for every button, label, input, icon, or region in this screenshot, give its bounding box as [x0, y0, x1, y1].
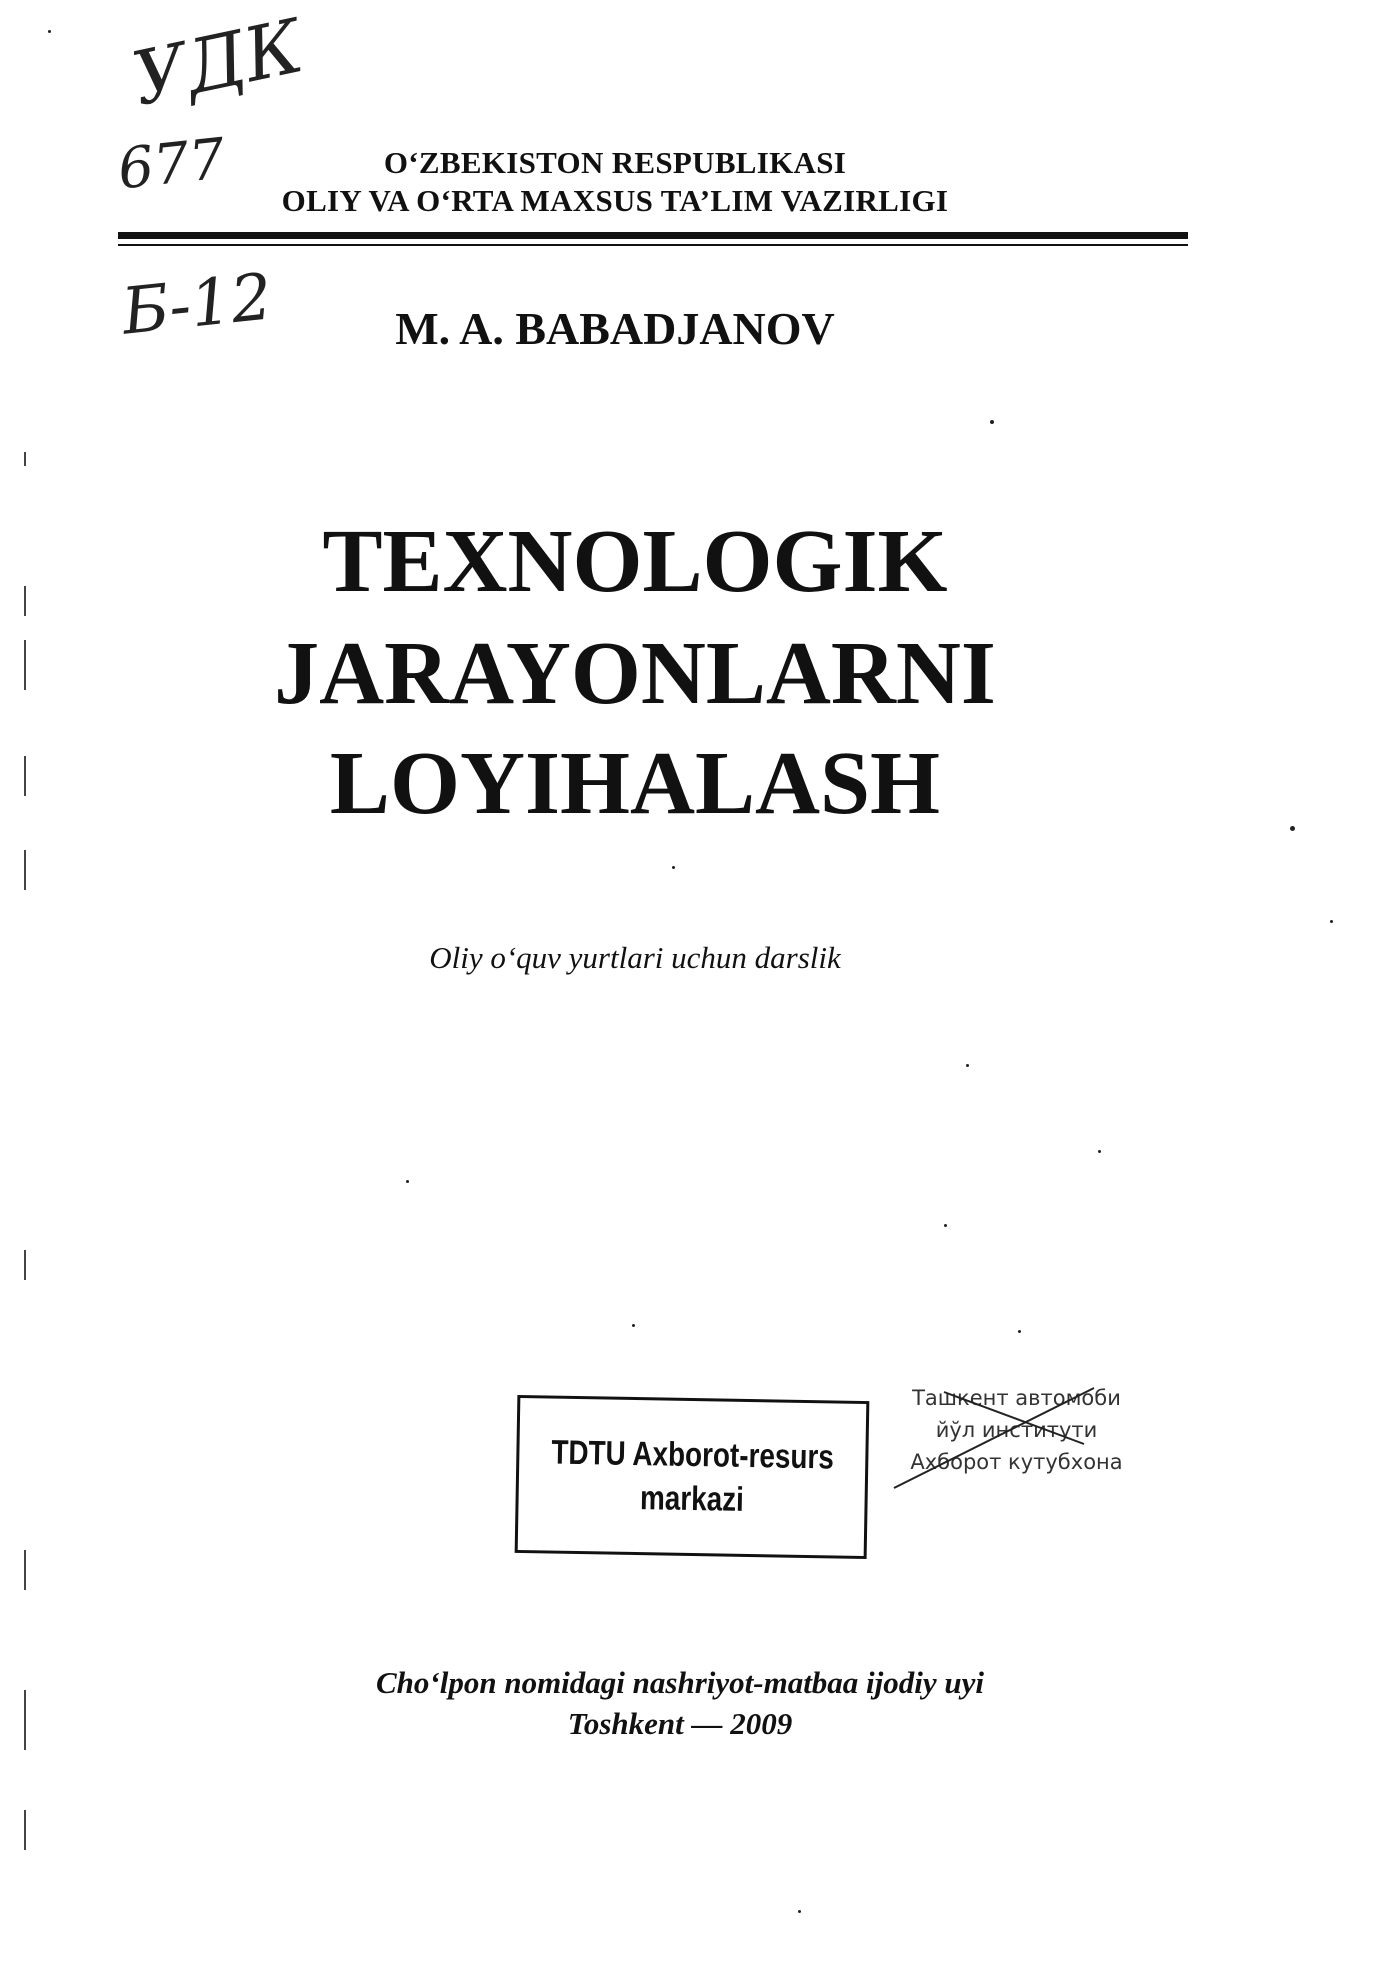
book-subtitle: Oliy o‘quv yurtlari uchun darslik	[429, 940, 841, 975]
scan-speck	[632, 1324, 635, 1327]
margin-mark	[24, 586, 26, 616]
library-stamp-line-1: TDTU Axborot-resurs	[550, 1433, 834, 1477]
margin-mark	[24, 452, 26, 466]
scan-speck	[1098, 1150, 1101, 1153]
margin-mark	[24, 1250, 26, 1280]
scan-speck	[798, 1910, 801, 1913]
publisher-line-2: Toshkent — 2009	[567, 1706, 793, 1741]
scan-speck	[672, 866, 675, 869]
book-title-line-1: TEXNOLOGIK	[322, 512, 948, 611]
library-stamp-line-2: markazi	[639, 1479, 744, 1519]
scan-speck	[966, 1064, 969, 1067]
margin-mark	[24, 1550, 26, 1590]
ministry-line-1: O‘ZBEKISTON RESPUBLIKASI	[383, 145, 847, 180]
scan-speck	[990, 420, 994, 424]
scan-speck	[944, 1224, 947, 1227]
old-stamp-line-2: йўл институти	[935, 1418, 1098, 1442]
library-stamp	[515, 1395, 870, 1559]
handwritten-shelf-number: 677	[114, 126, 228, 203]
crossed-out-old-stamp	[884, 1382, 1149, 1492]
header-rule-thick	[118, 232, 1188, 239]
old-stamp-line-3: Ахборот кутубхона	[910, 1450, 1123, 1474]
header-rule-thin	[118, 244, 1188, 246]
old-stamp-line-1: Ташкент автомоби	[912, 1386, 1121, 1410]
scan-speck	[1018, 1330, 1021, 1333]
publisher-line-1: Cho‘lpon nomidagi nashriyot-matbaa ijodiy uyi	[375, 1665, 985, 1700]
scan-speck	[1290, 826, 1295, 831]
margin-mark	[24, 850, 26, 890]
book-title-line-3: LOYIHALASH	[329, 734, 941, 833]
margin-mark	[24, 640, 26, 690]
scan-speck	[406, 1180, 409, 1183]
margin-mark	[24, 756, 26, 796]
scan-speck	[1330, 920, 1333, 923]
margin-mark	[24, 1810, 26, 1850]
scan-speck	[48, 30, 51, 33]
cross-out-mark-icon	[884, 1382, 1149, 1492]
ministry-line-2: OLIY VA O‘RTA MAXSUS TA’LIM VAZIRLIGI	[281, 183, 949, 218]
margin-mark	[24, 1690, 26, 1750]
book-title-line-2: JARAYONLARNI	[274, 624, 996, 723]
author-name: M. A. BABADJANOV	[395, 303, 835, 354]
handwritten-code: Б-12	[118, 260, 276, 350]
handwritten-udk: УДК	[124, 3, 310, 123]
